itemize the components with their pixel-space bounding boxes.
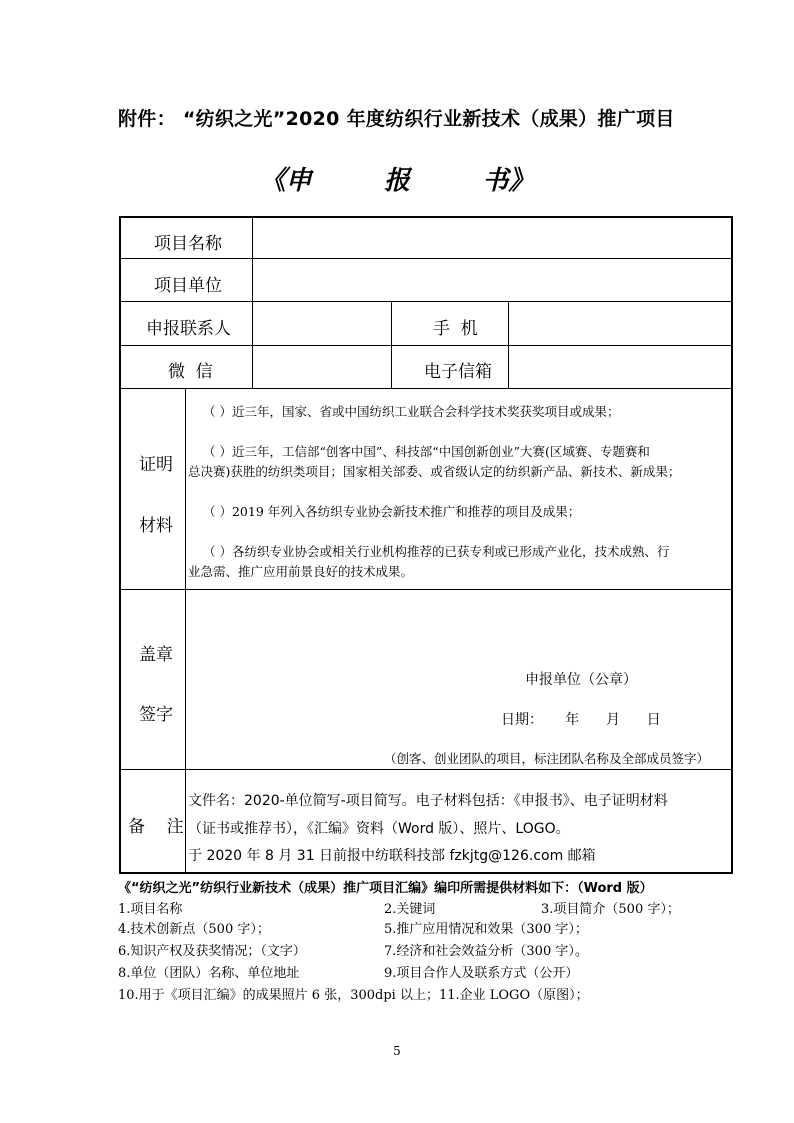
evidence-item-4a: （ ）各纺织专业协会或相关行业机构推荐的已获专利或已形成产业化，技术成熟、行 bbox=[203, 544, 670, 559]
materials-item: 7.经济和社会效益分析（300 字）。 bbox=[384, 944, 588, 959]
materials-item: 1.项目名称 bbox=[118, 902, 183, 917]
materials-item: 9.项目合作人及联系方式（公开） bbox=[384, 966, 579, 981]
remark-label: 备 注 bbox=[128, 817, 184, 837]
email-field[interactable] bbox=[510, 347, 730, 387]
materials-item: 6.知识产权及获奖情况；（文字） bbox=[118, 944, 306, 959]
evidence-item-4b: 业急需、推广应用前景良好的技术成果。 bbox=[188, 564, 414, 579]
page-number: 5 bbox=[393, 1044, 401, 1058]
seal-unit-text: 申报单位（公章） bbox=[525, 672, 637, 688]
remark-line-1: 文件名：2020-单位简写-项目简写。电子材料包括：《申报书》、电子证明材料 bbox=[188, 793, 668, 809]
contact-label: 申报联系人 bbox=[146, 319, 231, 339]
materials-heading: 《“纺织之光”纺织行业新技术（成果）推广项目汇编》编印所需提供材料如下：（Word 版） bbox=[118, 881, 653, 896]
evidence-label-1: 证明 bbox=[139, 455, 173, 475]
project-unit-field[interactable] bbox=[254, 260, 730, 300]
seal-label-2: 签字 bbox=[139, 705, 173, 725]
seal-note: （创客、创业团队的项目，标注团队名称及全部成员签字） bbox=[384, 751, 710, 766]
email-label: 电子信箱 bbox=[424, 362, 492, 382]
seal-label-1: 盖章 bbox=[139, 645, 173, 665]
document-title: 附件： “纺织之光”2020 年度纺织行业新技术（成果）推广项目 bbox=[118, 108, 675, 130]
evidence-label-2: 材料 bbox=[139, 516, 173, 536]
project-unit-label: 项目单位 bbox=[154, 276, 222, 296]
contact-field[interactable] bbox=[254, 303, 390, 344]
evidence-item-2b: 总决赛)获胜的纺织类项目；国家相关部委、或省级认定的纺织新产品、新技术、新成果； bbox=[188, 464, 681, 479]
remark-line-2: （证书或推荐书），《汇编》资料（Word 版）、照片、LOGO。 bbox=[188, 821, 570, 837]
mobile-field[interactable] bbox=[510, 303, 730, 344]
form-subtitle bbox=[0, 160, 794, 197]
materials-item: 8.单位（团队）名称、单位地址 bbox=[118, 966, 300, 981]
wechat-label: 微 信 bbox=[168, 362, 213, 382]
materials-item: 4.技术创新点（500 字）； bbox=[118, 922, 270, 937]
mobile-label: 手 机 bbox=[433, 319, 478, 339]
materials-item: 5.推广应用情况和效果（300 字）； bbox=[384, 922, 588, 937]
evidence-item-3: （ ）2019 年列入各纺织专业协会新技术推广和推荐的项目及成果； bbox=[203, 504, 581, 519]
remark-line-3: 于 2020 年 8 月 31 日前报中纺联科技部 fzkjtg@126.com 邮箱 bbox=[188, 848, 596, 864]
materials-item: 3.项目简介（500 字）； bbox=[541, 902, 680, 917]
evidence-item-1: （ ）近三年，国家、省或中国纺织工业联合会科学技术奖获奖项目或成果； bbox=[203, 404, 620, 419]
project-name-field[interactable] bbox=[254, 219, 730, 257]
materials-item: 10.用于《项目汇编》的成果照片 6 张，300dpi 以上；11.企业 LOGO（原图）； bbox=[118, 988, 589, 1003]
form-subtitle-text: 《申 报 书》 bbox=[259, 166, 535, 196]
project-name-label: 项目名称 bbox=[154, 234, 222, 254]
seal-date-text: 日期： 年 月 日 bbox=[501, 712, 661, 728]
evidence-item-2a: （ ）近三年，工信部“创客中国”、科技部“中国创新创业”大赛(区域赛、专题赛和 bbox=[203, 444, 650, 459]
wechat-field[interactable] bbox=[254, 347, 390, 387]
materials-item: 2.关键词 bbox=[384, 902, 436, 917]
